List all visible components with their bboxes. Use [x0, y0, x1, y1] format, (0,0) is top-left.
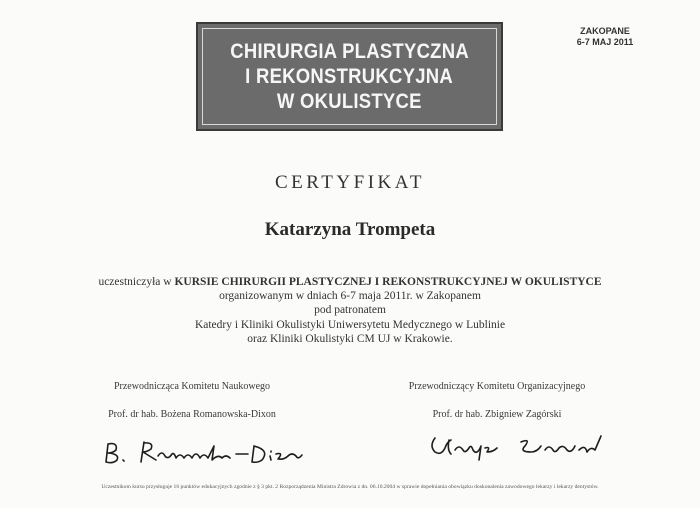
event-date: 6-7 MAJ 2011: [576, 37, 634, 47]
handwritten-signature-right: [425, 430, 645, 464]
patronage-label: pod patronatem: [314, 304, 386, 317]
participation-line: [0, 275, 700, 289]
banner-title-line-2: I REKONSTRUKCYJNA: [245, 65, 454, 88]
signatory-role: Przewodnicząca Komitetu Naukowego: [113, 381, 271, 392]
organizing-committee-signatory: [367, 381, 627, 421]
signatory-name: Prof. dr hab. Bożena Romanowska-Dixon: [108, 409, 276, 420]
course-title-banner: [196, 22, 503, 131]
event-place-date: [560, 26, 650, 48]
event-place: ZAKOPANE: [580, 26, 630, 36]
patron-lublin: Katedry i Kliniki Okulistyki Uniwersytetu Medycznego w Lublinie: [194, 318, 506, 331]
legal-footnote: Uczestnikom kursu przysługuje 16 punktów edukacyjnych zgodnie z § 3 pkt. 2 Rozporządzenia Ministra Zdrowia z dn. 06.10.2004 w sprawie dopełniania obowiązku doskonalenia zawodowego lekarzy i lekarzy dentystów.: [101, 484, 599, 490]
signatory-name: Prof. dr hab. Zbigniew Zagórski: [432, 409, 562, 420]
banner-title-line-1: CHIRURGIA PLASTYCZNA: [230, 40, 469, 63]
organization-line: organizowanym w dniach 6-7 maja 2011r. w Zakopanem: [219, 290, 481, 303]
certificate-title: CERTYFIKAT: [275, 172, 425, 193]
banner-title-line-3: W OKULISTYCE: [277, 90, 422, 113]
patron-krakow: oraz Kliniki Okulistyki CM UJ w Krakowie.: [247, 332, 453, 345]
scientific-committee-signatory: [62, 381, 322, 421]
recipient-name: Katarzyna Trompeta: [264, 219, 436, 240]
certificate-body: [0, 275, 700, 346]
signatory-role: Przewodniczący Komitetu Organizacyjnego: [408, 381, 586, 392]
course-name: KURSIE CHIRURGII PLASTYCZNEJ I REKONSTRUKCYJNEJ W OKULISTYCE: [174, 276, 602, 288]
handwritten-signature-left: [102, 436, 322, 470]
participation-prefix: uczestniczyła w: [98, 276, 175, 288]
